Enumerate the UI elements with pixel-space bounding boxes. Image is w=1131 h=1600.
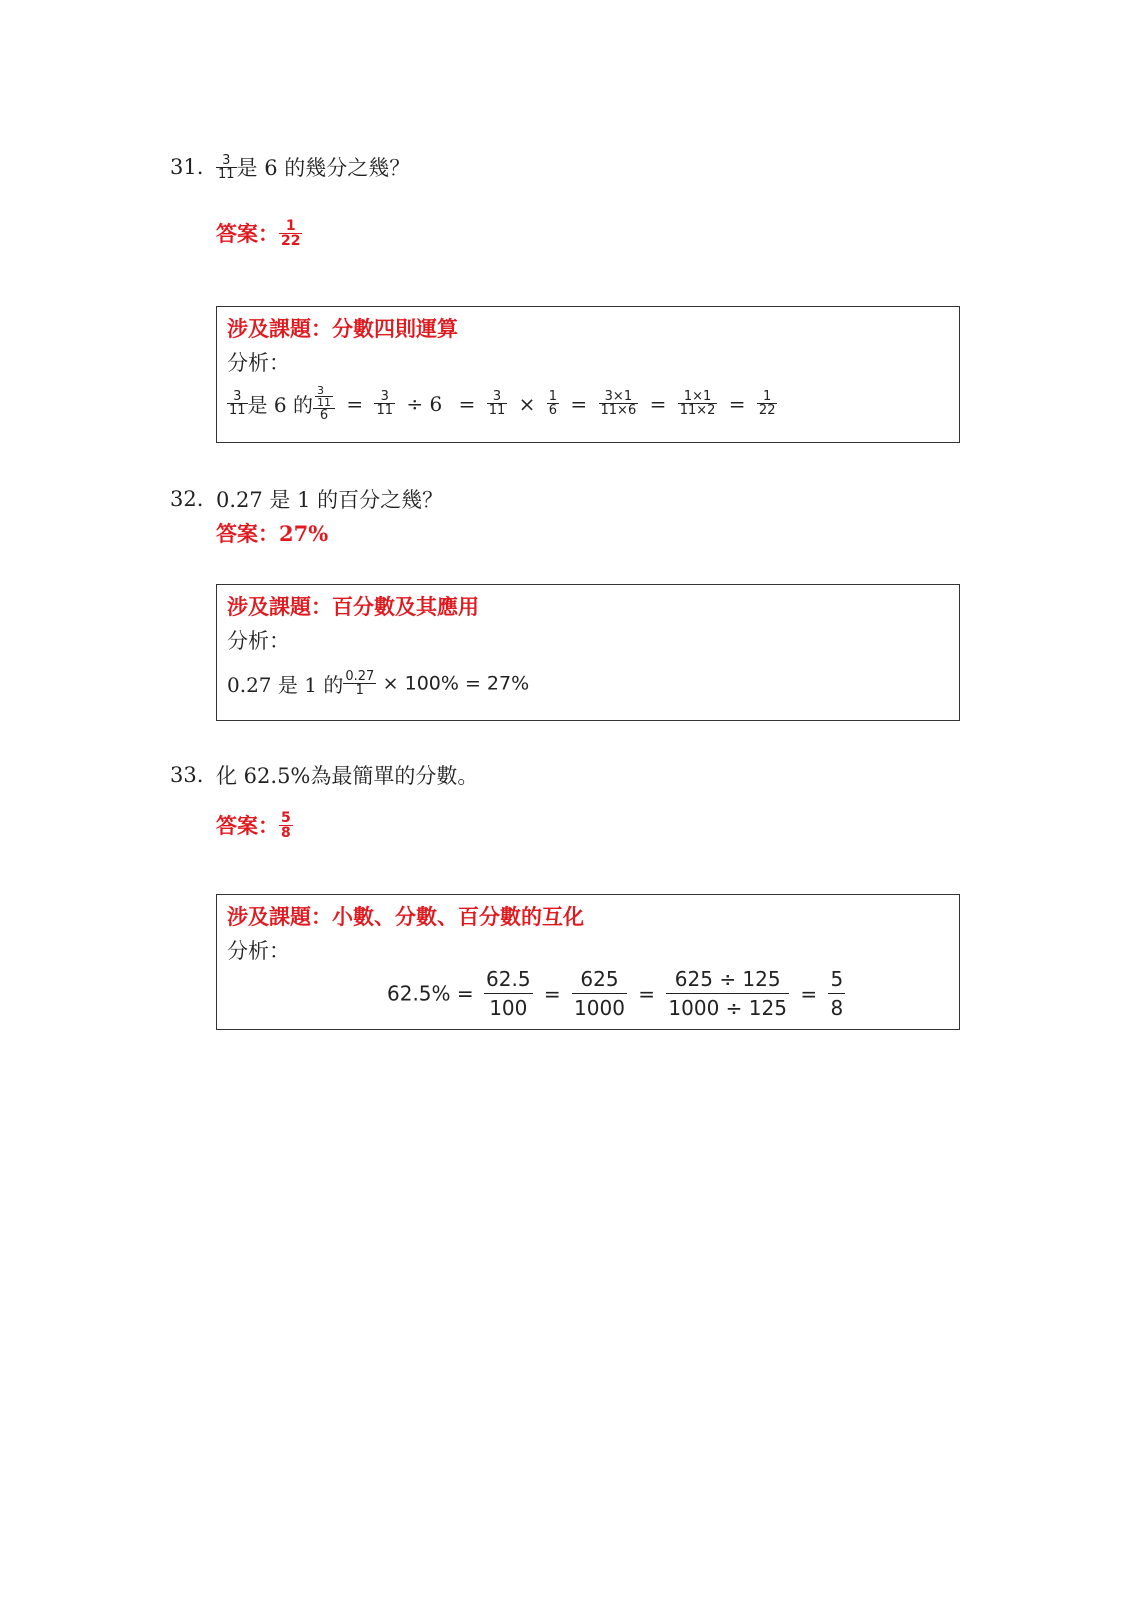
- equals-sign: =: [346, 391, 364, 416]
- prompt-fraction: $\frac{3}{11}$: [218, 152, 235, 182]
- topic-heading: 涉及課題：分數四則運算: [227, 316, 458, 341]
- question-text: 是 6 的幾分之幾？: [236, 156, 411, 180]
- analysis-label: 分析：: [227, 629, 290, 653]
- equals-sign: =: [570, 391, 588, 416]
- equals-sign: =: [638, 981, 656, 1006]
- working-line: 62.5% = $\frac{62.5}{100}$ = $\frac{625}{1000}$ = $\frac{625 \div 125}{1000 \div 125}$ = $\frac{5}{8}$: [387, 967, 844, 1020]
- fraction: $\frac{3}{11}$: [229, 389, 246, 418]
- analysis-label: 分析：: [227, 351, 290, 375]
- fraction: $\frac{3}{11}$: [376, 389, 394, 418]
- equals-sign: =: [728, 391, 746, 416]
- analysis-box-32: [216, 584, 960, 721]
- answer-fraction: $\frac{5}{8}$: [281, 809, 291, 841]
- fraction: $\frac{0.27}{1}$: [345, 669, 375, 698]
- answer-33: [216, 810, 293, 840]
- fraction: $\frac{5}{8}$: [830, 967, 844, 1020]
- fraction: $\frac{3}{11}$: [488, 389, 506, 418]
- fraction: $\frac{3\times 1}{11\times 6}$: [600, 389, 637, 418]
- answer-label: 答案：: [216, 813, 279, 838]
- question-text: 化 62.5%為最簡單的分數。: [216, 764, 479, 788]
- question-text: 0.27 是 1 的百分之幾？: [216, 488, 444, 512]
- fraction: $\frac{625}{1000}$: [574, 967, 625, 1020]
- fraction: $\frac{62.5}{100}$: [486, 967, 531, 1020]
- equals-sign: =: [543, 981, 561, 1006]
- equals-sign: =: [649, 391, 667, 416]
- answer-32: [216, 518, 328, 548]
- times-sign: ×: [518, 391, 536, 416]
- question-33: [170, 760, 478, 790]
- equals-sign: =: [458, 391, 476, 416]
- answer-fraction: $\frac{1}{22}$: [281, 217, 301, 249]
- analysis-box-33: [216, 894, 960, 1030]
- question-32: [170, 484, 443, 514]
- fraction: $\frac{1}{6}$: [548, 389, 558, 418]
- answer-label: 答案：: [216, 221, 279, 246]
- question-number: 31.: [170, 155, 204, 179]
- answer-value: 27%: [279, 521, 329, 546]
- analysis-box-31: [216, 306, 960, 443]
- topic-heading: 涉及課題：小數、分數、百分數的互化: [227, 904, 584, 929]
- fraction: $\frac{1}{22}$: [758, 389, 776, 418]
- topic-heading: 涉及課題：百分數及其應用: [227, 594, 479, 619]
- nested-fraction: $\frac{\frac{3}{11}}{6}$: [313, 385, 335, 422]
- working-line: 0.27 是 1 的 $\frac{0.27}{1}$ × 100% = 27%: [227, 669, 530, 698]
- fraction: $\frac{625 \div 125}{1000 \div 125}$: [668, 967, 787, 1020]
- equals-sign: =: [800, 981, 818, 1006]
- question-31: [170, 152, 410, 182]
- fraction: $\frac{1\times 1}{11\times 2}$: [679, 389, 716, 418]
- answer-label: 答案：: [216, 521, 279, 546]
- question-number: 32.: [170, 487, 204, 511]
- analysis-label: 分析：: [227, 939, 290, 963]
- question-number: 33.: [170, 763, 204, 787]
- working-line: $\frac{3}{11}$ 是 6 的 $\frac{\frac{3}{11}}{6}$ = $\frac{3}{11}$ ÷ 6 = $\frac{3}{11}$ × $\frac{1}{6}$ = $\frac{3\times 1}{11\times 6}$ = $\frac{1\times 1}{11\times 2}$ = $\frac{1}{22}$: [229, 384, 776, 423]
- answer-31: [216, 218, 302, 248]
